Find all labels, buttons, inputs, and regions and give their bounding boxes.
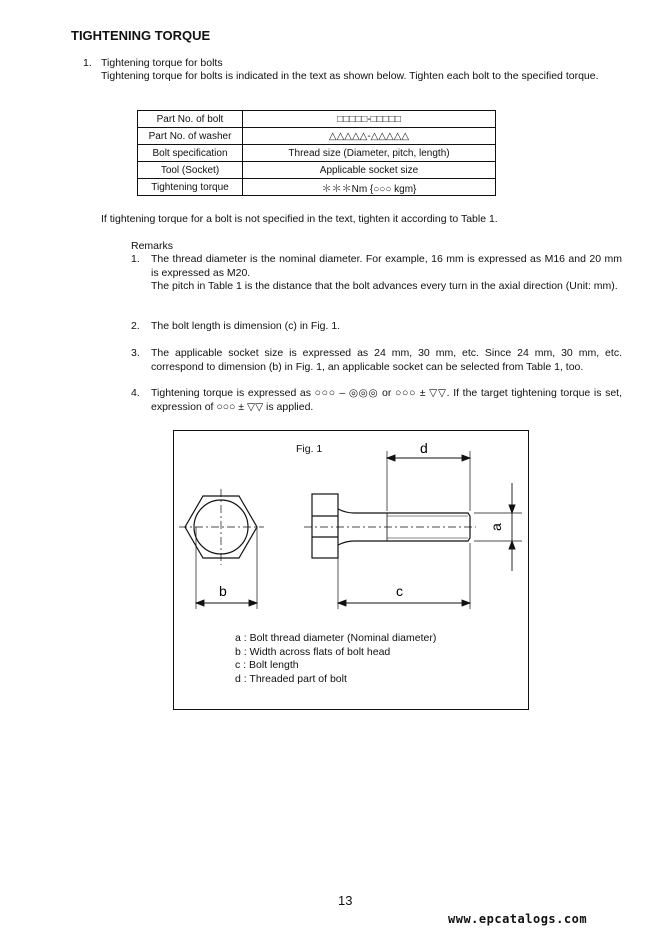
remark-text-continued: The pitch in Table 1 is the distance that the bolt advances every turn in the axial direction (Unit: mm).	[151, 280, 618, 292]
figure-caption: Fig. 1	[296, 443, 323, 455]
row-label: Tool (Socket)	[138, 162, 243, 179]
figure-frame	[173, 430, 529, 710]
remark-text: The applicable socket size is expressed as 24 mm, 30 mm, etc. Since 24 mm, 30 mm, etc. correspond to dimension (b) in Fig. 1, an applicable socket can be selected from Table 1, too.	[151, 347, 622, 373]
legend-item: c : Bolt length	[235, 659, 299, 671]
footer-watermark: www.epcatalogs.com	[448, 912, 588, 926]
section-number: 1.	[83, 57, 92, 69]
legend-item: a : Bolt thread diameter (Nominal diameter)	[235, 632, 437, 644]
remark-number: 2.	[131, 320, 140, 332]
dim-label-c: c	[396, 583, 403, 599]
dim-label-b: b	[219, 583, 227, 599]
table-row	[138, 179, 496, 196]
row-label: Part No. of washer	[138, 128, 243, 145]
row-label: Tightening torque	[138, 179, 243, 196]
section-heading: Tightening torque for bolts	[101, 57, 223, 69]
table-row	[138, 111, 496, 128]
row-value: □□□□□-□□□□□	[243, 111, 496, 128]
row-value: Thread size (Diameter, pitch, length)	[243, 145, 496, 162]
page-title: TIGHTENING TORQUE	[71, 28, 211, 43]
page-number: 13	[338, 893, 353, 908]
bolt-head-side	[312, 494, 338, 558]
legend-item: d : Threaded part of bolt	[235, 672, 347, 685]
figure-legend	[235, 632, 436, 686]
row-label: Part No. of bolt	[138, 111, 243, 128]
bolt-spec-table	[137, 110, 496, 196]
table-row	[138, 162, 496, 179]
remark-number: 1.	[131, 253, 140, 265]
remark-text: Tightening torque is expressed as ○○○ – ◎◎◎ or ○○○ ± ▽▽. If the target tightening torque is set, expression of ○○○ ± ▽▽ is applied.	[151, 387, 622, 413]
dim-label-a: a	[488, 523, 504, 531]
remark-text: The thread diameter is the nominal diameter. For example, 16 mm is expressed as M16 and 20 mm is expressed as M20.	[151, 253, 622, 279]
remark-text: The bolt length is dimension (c) in Fig. 1.	[151, 320, 341, 332]
remark-number: 3.	[131, 347, 140, 359]
table-row	[138, 145, 496, 162]
not-specified-note: If tightening torque for a bolt is not specified in the text, tighten it according to Table 1.	[101, 213, 498, 225]
dim-label-d: d	[420, 440, 428, 456]
remark-number: 4.	[131, 387, 140, 399]
row-value: Applicable socket size	[243, 162, 496, 179]
section-intro: Tightening torque for bolts is indicated in the text as shown below. Tighten each bolt to the specified torque.	[101, 70, 599, 82]
legend-item: b : Width across flats of bolt head	[235, 645, 391, 658]
row-value: △△△△△-△△△△△	[243, 128, 496, 145]
row-label: Bolt specification	[138, 145, 243, 162]
table-row	[138, 128, 496, 145]
remarks-heading: Remarks	[131, 240, 174, 252]
row-value: ＊＊＊Nm {○○○ kgm}	[243, 179, 496, 196]
